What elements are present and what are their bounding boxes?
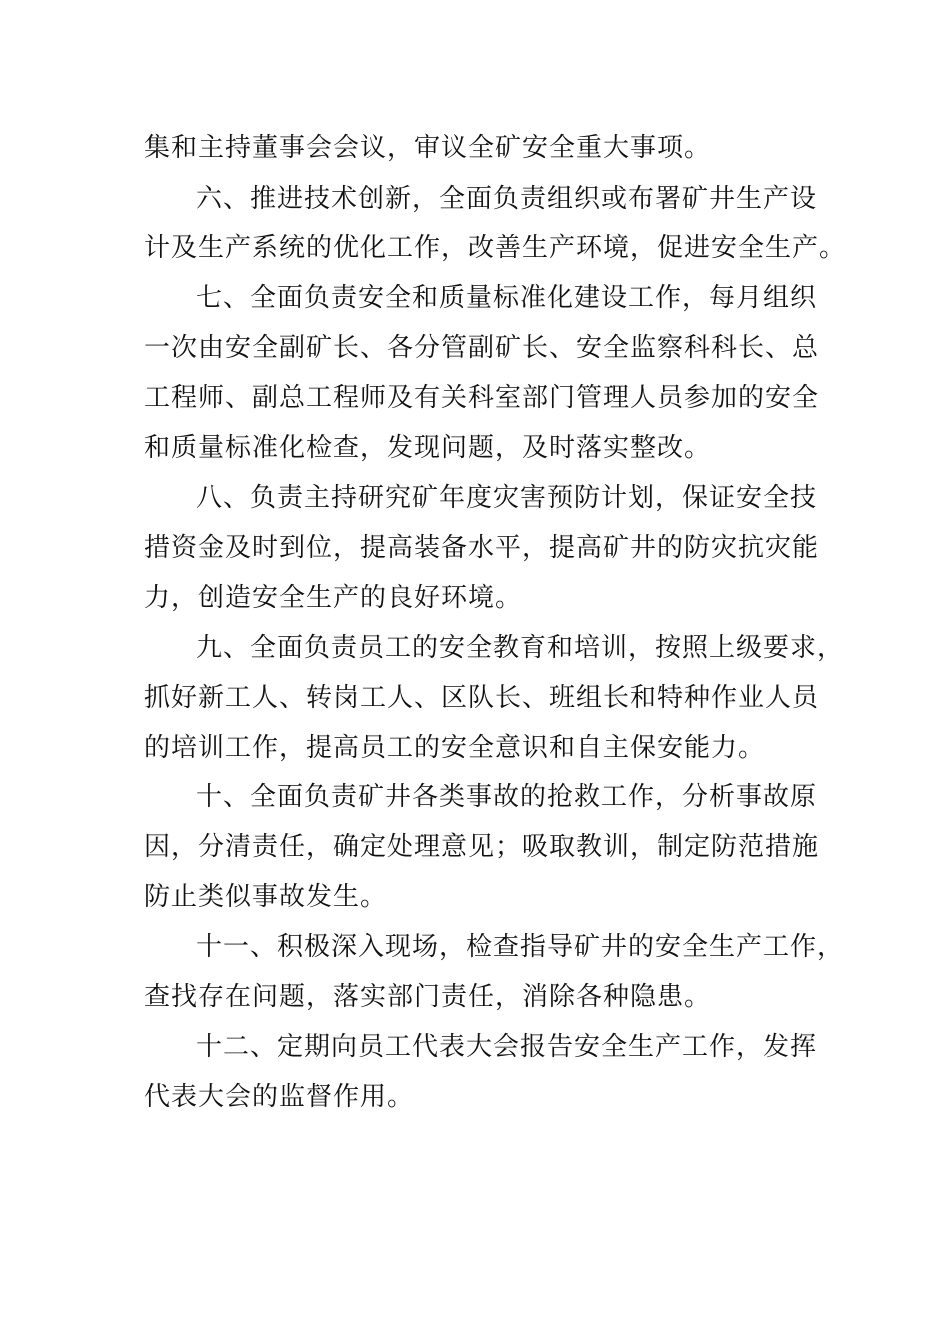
paragraph-10-line-3: 防止类似事故发生。 [144, 882, 388, 912]
paragraph-6-line-1: 六、推进技术创新，全面负责组织或布署矿井生产设 [196, 184, 818, 214]
paragraph-7-line-1: 七、全面负责安全和质量标准化建设工作，每月组织 [196, 283, 818, 313]
paragraph-11-line-2: 查找存在问题，落实部门责任，消除各种隐患。 [144, 982, 712, 1012]
paragraph-12-line-1: 十二、定期向员工代表大会报告安全生产工作，发挥 [196, 1032, 818, 1062]
paragraph-6-line-2: 计及生产系统的优化工作，改善生产环境，促进安全生产。 [144, 233, 847, 263]
paragraph-12-line-2: 代表大会的监督作用。 [144, 1082, 415, 1112]
paragraph-9-line-2: 抓好新工人、转岗工人、区队长、班组长和特种作业人员 [144, 683, 820, 713]
paragraph-8-line-1: 八、负责主持研究矿年度灾害预防计划，保证安全技 [196, 483, 818, 513]
text-line-1: 集和主持董事会会议，审议全矿安全重大事项。 [144, 133, 712, 163]
paragraph-10-line-2: 因，分清责任，确定处理意见；吸取教训，制定防范措施 [144, 832, 820, 862]
paragraph-9-line-3: 的培训工作，提高员工的安全意识和自主保安能力。 [144, 733, 766, 763]
paragraph-7-line-2: 一次由安全副矿长、各分管副矿长、安全监察科科长、总 [144, 333, 820, 363]
paragraph-8-line-3: 力，创造安全生产的良好环境。 [144, 583, 523, 613]
paragraph-7-line-4: 和质量标准化检查，发现问题，及时落实整改。 [144, 433, 712, 463]
paragraph-9-line-1: 九、全面负责员工的安全教育和培训，按照上级要求， [196, 633, 845, 663]
paragraph-11-line-1: 十一、积极深入现场，检查指导矿井的安全生产工作， [196, 932, 845, 962]
paragraph-7-line-3: 工程师、副总工程师及有关科室部门管理人员参加的安全 [144, 383, 820, 413]
paragraph-8-line-2: 措资金及时到位，提高装备水平，提高矿井的防灾抗灾能 [144, 533, 820, 563]
paragraph-10-line-1: 十、全面负责矿井各类事故的抢救工作，分析事故原 [196, 782, 818, 812]
